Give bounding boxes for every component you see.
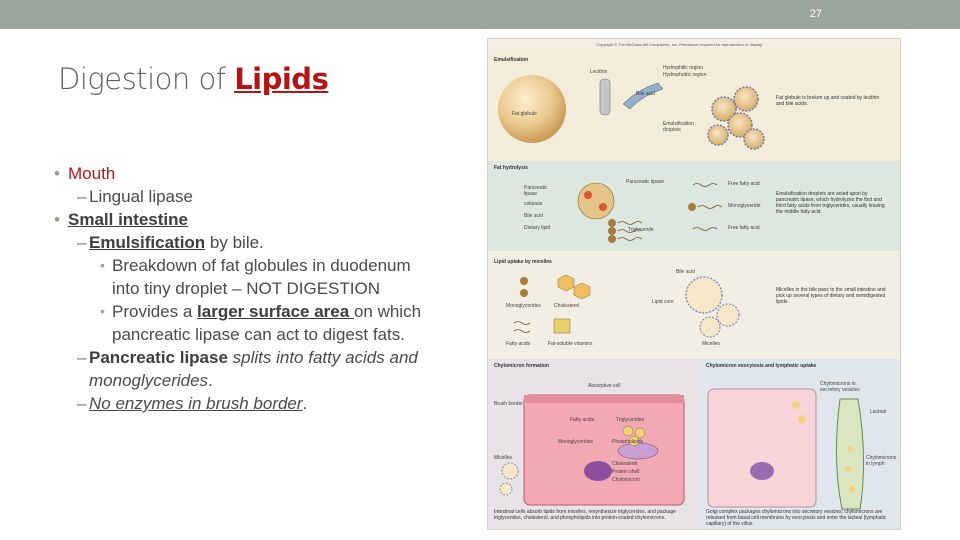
sub-bullet-emulsification xyxy=(50,231,480,254)
fig-label: Chylomicrons in secretory vesicles xyxy=(820,381,860,393)
bullet-mouth xyxy=(50,162,480,185)
dash-icon: – xyxy=(77,187,87,206)
fig-label: Bile acid xyxy=(676,269,695,275)
fig-label: Fatty acids xyxy=(570,417,595,423)
fig-label: Triglyceride xyxy=(628,227,654,233)
fig-label: Monoglycerides xyxy=(506,303,542,309)
chylomicron-exocytosis-panel xyxy=(700,359,900,529)
panel-note: Emulsification droplets are acted upon by pancreatic lipase, which hydrolyzes the first and third fatty acids from triglycerides, usually leaving the middle fatty acid. xyxy=(776,191,885,215)
fat-globule-shape xyxy=(498,75,566,143)
fig-label: Chylomicron xyxy=(612,477,640,483)
bullet-text: . xyxy=(208,371,213,390)
fig-label: Chylomicrons in lymph xyxy=(866,455,897,467)
bullet-text: by bile. xyxy=(205,233,264,252)
slide-number: 27 xyxy=(809,8,822,20)
fig-label: Cholesterol xyxy=(554,303,580,309)
bullet-text: Small intestine xyxy=(68,210,188,229)
bullet-continuation xyxy=(50,277,480,300)
fig-label: Lacteal xyxy=(870,409,887,415)
sub-sub-bullet-surface-area xyxy=(50,300,480,323)
panel-title: Chylomicron exocytosis and lymphatic uptake xyxy=(706,363,817,369)
fat-hydrolysis-panel xyxy=(488,161,900,251)
panel-note: Fat globule is broken up and coated by lecithin and bile acids. xyxy=(776,95,880,107)
fig-label: Brush border xyxy=(494,401,523,407)
panel-title: Chylomicron formation xyxy=(494,363,550,369)
fig-label: Phospholipids xyxy=(612,439,644,445)
fig-label: Protein shell xyxy=(612,469,640,475)
sub-sub-bullet-breakdown xyxy=(50,254,480,277)
dash-icon: – xyxy=(77,394,87,413)
bullet-dot-icon: • xyxy=(100,303,105,319)
bullet-text: Lingual lipase xyxy=(89,187,193,206)
fig-label: Free fatty acid xyxy=(728,225,760,231)
fig-label: Micelles xyxy=(494,455,513,461)
micelles-panel xyxy=(488,253,900,357)
fig-label: Lecithin xyxy=(590,69,608,75)
fig-label: Pancreatic lipase xyxy=(524,185,548,197)
panel-title: Fat hydrolysis xyxy=(494,165,528,171)
panel-title: Emulsification xyxy=(494,57,529,63)
fig-label: Cholesterol xyxy=(612,461,638,467)
emulsification-term: Emulsification xyxy=(89,233,206,252)
fig-label: Monoglycerides xyxy=(558,439,594,445)
panel-note: Golgi complex packages chylomicrons into secretory vesicles; chylomicrons are released from basal cell membrane by exocytosis and enter the lacteal (lymphatic capillary) of the villus. xyxy=(706,509,887,527)
bullet-text: on which xyxy=(353,302,422,321)
fig-label: Emulsification droplets xyxy=(663,121,694,133)
fig-label: Dietary lipid xyxy=(524,225,551,231)
fig-label: Fat-soluble vitamins xyxy=(548,341,593,347)
bullet-text: splits into fatty acids and xyxy=(227,348,418,367)
panel-note: Micelles in the bile pass to the small intestine and pick up several types of dietary and semidigested lipids. xyxy=(776,287,886,305)
bullet-text: Breakdown of fat globules in duodenum xyxy=(112,256,411,275)
fig-label: Fat globule xyxy=(512,111,537,117)
panel-note: Intestinal cells absorb lipids from micelles, resynthesize triglycerides, and package triglycerides, cholesterol, and phospholipids into protein-coated chylomicrons. xyxy=(494,509,677,521)
bullet-text: pancreatic lipase can act to digest fats. xyxy=(112,325,405,344)
pancreatic-lipase-term: Pancreatic lipase xyxy=(89,348,228,367)
fig-label: Pancreatic lipase xyxy=(626,179,665,185)
bullet-text: Mouth xyxy=(68,164,116,183)
fig-label: Free fatty acid xyxy=(728,181,760,187)
fig-label: Monoglyceride xyxy=(728,203,761,209)
bullet-small-intestine xyxy=(50,208,480,231)
top-bar xyxy=(0,0,960,29)
bullet-text: monoglycerides xyxy=(89,371,209,390)
bullet-text: . xyxy=(302,394,308,413)
sub-bullet-no-enzymes xyxy=(50,392,480,415)
lipid-digestion-figure xyxy=(487,38,901,530)
sub-bullet-lingual xyxy=(50,185,480,208)
fig-label: Bile acid xyxy=(636,91,655,97)
bullet-continuation xyxy=(50,369,480,392)
bullet-list xyxy=(50,162,480,415)
fig-label: colipase xyxy=(524,201,543,207)
bullet-continuation xyxy=(50,323,480,346)
title-prefix: Digestion of xyxy=(58,62,235,96)
slide-title xyxy=(58,62,328,96)
surface-area-term: larger surface area xyxy=(197,302,354,321)
bullet-dot-icon: • xyxy=(100,257,105,273)
dash-icon: – xyxy=(77,348,87,367)
figure-copyright: Copyright © The McGraw-Hill Companies, Inc. Permission required for reproduction or display. xyxy=(596,42,763,47)
emulsification-panel xyxy=(488,49,900,161)
bullet-text: Provides a xyxy=(112,302,198,321)
fig-label: Hydrophilic region xyxy=(663,65,704,71)
fig-label: Triglycerides xyxy=(616,417,645,423)
exocytosis-illustration xyxy=(700,359,900,529)
bullet-dot-icon: • xyxy=(54,164,60,183)
title-accent: Lipids xyxy=(234,62,329,96)
bullet-text: No enzymes in brush border xyxy=(89,394,303,413)
bullet-text: into tiny droplet – NOT DIGESTION xyxy=(112,279,380,298)
fig-label: Hydrophobic region xyxy=(663,72,707,78)
fig-label: Fatty acids xyxy=(506,341,531,347)
sub-bullet-pancreatic-lipase xyxy=(50,346,480,369)
fig-label: Bile acid xyxy=(524,213,543,219)
panel-title: Lipid uptake by micelles xyxy=(494,259,552,265)
bullet-dot-icon: • xyxy=(54,210,60,229)
fig-label: Micelles xyxy=(702,341,721,347)
dash-icon: – xyxy=(77,233,87,252)
fig-label: Absorptive cell xyxy=(588,383,621,389)
fig-label: Lipid core xyxy=(652,299,674,305)
